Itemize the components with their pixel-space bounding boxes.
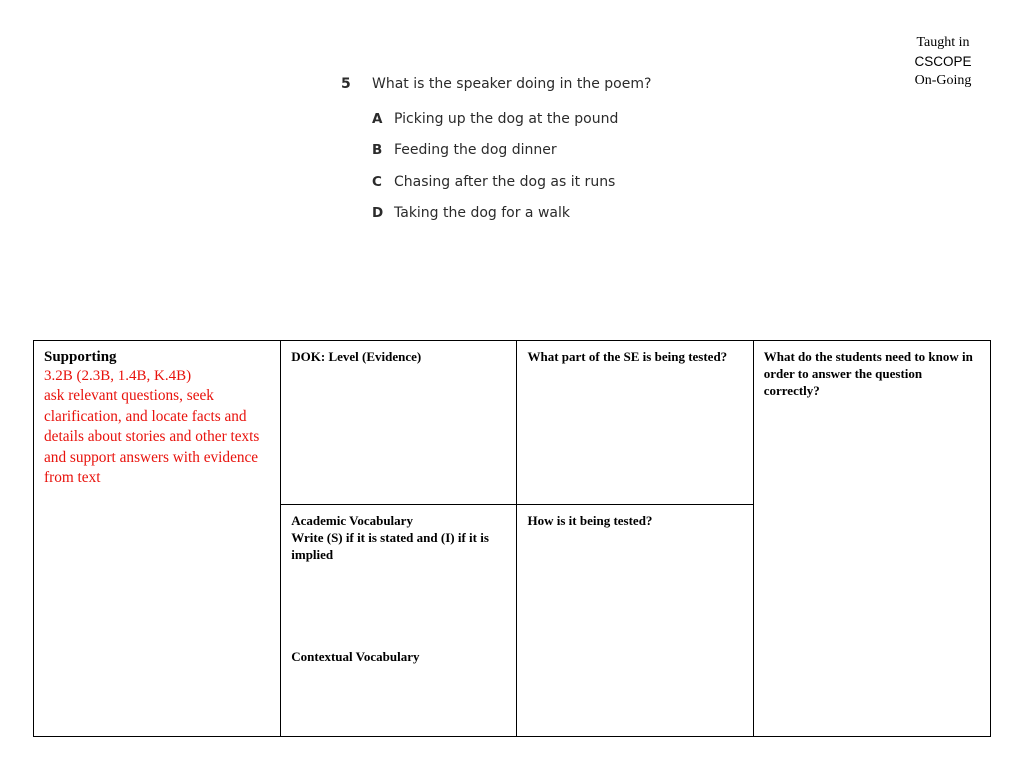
answer-choice-a (372, 111, 761, 142)
question-number: 5 (341, 76, 351, 92)
taught-in-note (898, 33, 988, 90)
analysis-table (33, 340, 991, 737)
question-stem-row (341, 76, 761, 96)
standard-code: 3.2B (2.3B, 1.4B, K.4B) (44, 368, 192, 384)
choice-text: Chasing after the dog as it runs (394, 173, 616, 190)
cscope-label: CSCOPE (914, 54, 972, 69)
contextual-vocabulary-label: Contextual Vocabulary (291, 649, 420, 664)
academic-vocabulary-title: Academic Vocabulary (291, 513, 413, 528)
question-block (341, 76, 761, 236)
supporting-standard-cell (34, 341, 281, 737)
students-need-cell (753, 341, 990, 737)
choice-text: Feeding the dog dinner (394, 142, 557, 159)
dok-label: DOK: Level (Evidence) (291, 349, 422, 364)
choice-letter: A (372, 111, 383, 127)
vocabulary-cell (281, 505, 517, 737)
choice-text: Taking the dog for a walk (394, 204, 570, 221)
standard-description: ask relevant questions, seek clarification, and locate facts and details about stories and other texts and support answers with evidence from text (44, 387, 260, 486)
dok-cell (281, 341, 517, 505)
answer-choice-d (372, 205, 761, 236)
answer-choice-b (372, 142, 761, 173)
students-need-label: What do the students need to know in order to answer the question correctly? (763, 349, 973, 398)
taught-in-label: Taught in (916, 35, 970, 50)
choice-letter: D (372, 204, 384, 221)
answer-choice-c (372, 174, 761, 205)
choice-text: Picking up the dog at the pound (394, 111, 619, 127)
question-stem: What is the speaker doing in the poem? (372, 76, 652, 92)
how-tested-label: How is it being tested? (527, 513, 653, 528)
choice-letter: C (372, 173, 382, 190)
answer-choices (341, 111, 761, 236)
how-tested-cell (517, 505, 753, 737)
academic-vocabulary-instructions: Write (S) if it is stated and (I) if it is implied (291, 530, 489, 562)
choice-letter: B (372, 142, 383, 159)
se-part-cell (517, 341, 753, 505)
supporting-title: Supporting (44, 349, 117, 365)
se-part-label: What part of the SE is being tested? (527, 349, 728, 364)
on-going-label: On-Going (914, 73, 972, 88)
